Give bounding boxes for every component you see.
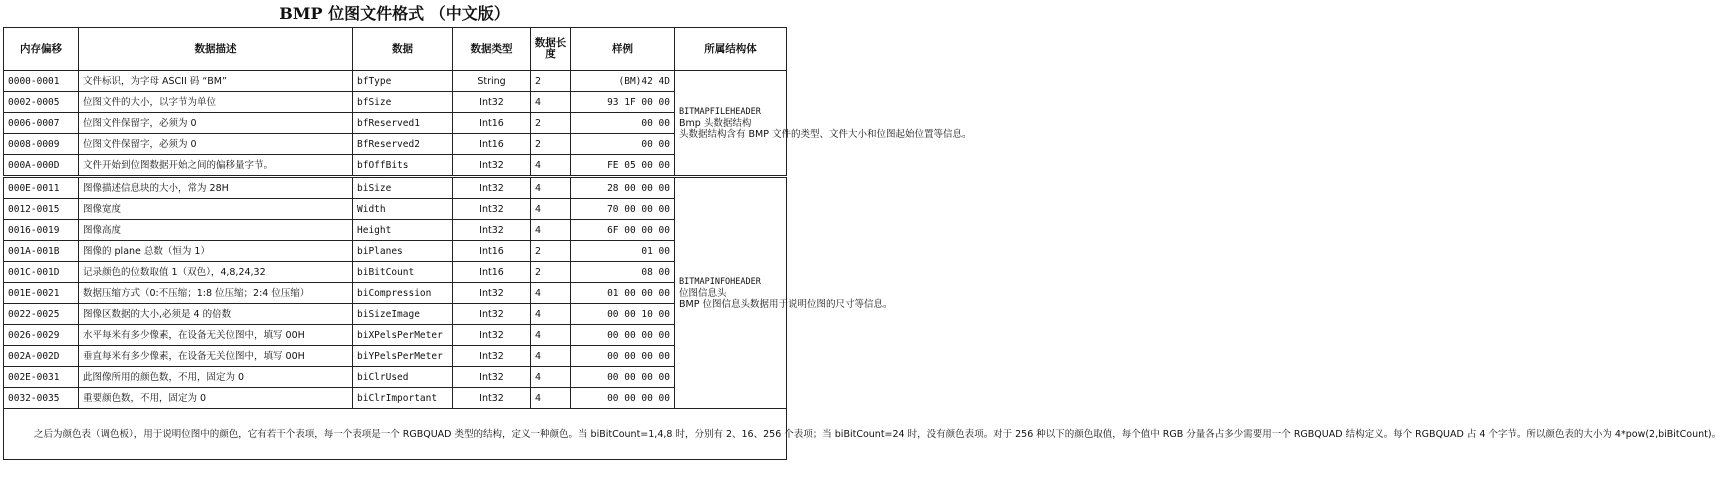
cell-offset: 0008-0009 [4, 134, 79, 155]
cell-desc: 图像高度 [79, 220, 353, 241]
table-row [4, 155, 787, 177]
cell-len: 4 [531, 155, 571, 177]
cell-name: biYPelsPerMeter [353, 346, 453, 367]
cell-name: biSize [353, 177, 453, 199]
cell-name: biSizeImage [353, 304, 453, 325]
header-offset: 内存偏移 [4, 28, 79, 71]
table-row [4, 304, 787, 325]
cell-name: biClrImportant [353, 388, 453, 409]
cell-offset: 000E-0011 [4, 177, 79, 199]
struct-name: BITMAPINFOHEADER [679, 276, 761, 287]
cell-type: Int32 [453, 346, 531, 367]
cell-type: Int32 [453, 283, 531, 304]
color-table-note [4, 409, 1721, 460]
cell-type: Int16 [453, 134, 531, 155]
cell-example: 01 00 00 00 [571, 283, 675, 304]
cell-len: 4 [531, 325, 571, 346]
cell-name: biPlanes [353, 241, 453, 262]
cell-desc: 数据压缩方式（0:不压缩；1:8 位压缩；2:4 位压缩） [79, 283, 353, 304]
cell-type: Int32 [453, 325, 531, 346]
cell-type: Int32 [453, 220, 531, 241]
table-row [4, 262, 787, 283]
cell-offset: 0022-0025 [4, 304, 79, 325]
cell-len: 2 [531, 241, 571, 262]
cell-desc: 此图像所用的颜色数，不用，固定为 0 [79, 367, 353, 388]
table-row [4, 92, 787, 113]
cell-name: Width [353, 199, 453, 220]
table-row [4, 220, 787, 241]
cell-example: 00 00 00 00 [571, 325, 675, 346]
header-struct: 所属结构体 [675, 28, 787, 71]
cell-example: 00 00 [571, 134, 675, 155]
table-row [4, 367, 787, 388]
cell-offset: 0026-0029 [4, 325, 79, 346]
cell-len: 4 [531, 388, 571, 409]
cell-desc: 文件开始到位图数据开始之间的偏移量字节。 [79, 155, 353, 177]
cell-name: BfReserved2 [353, 134, 453, 155]
struct-info-header [675, 177, 893, 409]
cell-name: biBitCount [353, 262, 453, 283]
cell-desc: 文件标识，为字母 ASCII 码 “BM” [79, 71, 353, 92]
cell-name: bfType [353, 71, 453, 92]
cell-desc: 位图文件的大小，以字节为单位 [79, 92, 353, 113]
struct-description: BMP 位图信息头数据用于说明位图的尺寸等信息。 [679, 298, 893, 310]
struct-description: 头数据结构含有 BMP 文件的类型、文件大小和位图起始位置等信息。 [679, 128, 972, 140]
cell-len: 2 [531, 262, 571, 283]
cell-type: Int16 [453, 113, 531, 134]
table-body [4, 71, 1721, 460]
cell-type: Int32 [453, 177, 531, 199]
cell-example: 00 00 10 00 [571, 304, 675, 325]
cell-type: Int32 [453, 304, 531, 325]
table-row [4, 199, 787, 220]
struct-name: BITMAPFILEHEADER [679, 106, 761, 117]
cell-example: 00 00 00 00 [571, 367, 675, 388]
bmp-format-table [3, 27, 1721, 460]
cell-type: Int16 [453, 262, 531, 283]
table-row [4, 113, 787, 134]
cell-type: Int16 [453, 241, 531, 262]
table-row [4, 177, 787, 199]
table-row [4, 71, 787, 92]
cell-example: 00 00 00 00 [571, 346, 675, 367]
cell-example: 70 00 00 00 [571, 199, 675, 220]
cell-len: 4 [531, 283, 571, 304]
cell-example: 28 00 00 00 [571, 177, 675, 199]
cell-name: biXPelsPerMeter [353, 325, 453, 346]
cell-example: 00 00 00 00 [571, 388, 675, 409]
cell-name: bfSize [353, 92, 453, 113]
struct-title: 位图信息头 [679, 287, 727, 299]
cell-type: String [453, 71, 531, 92]
cell-len: 4 [531, 346, 571, 367]
table-row [4, 325, 787, 346]
cell-len: 4 [531, 177, 571, 199]
cell-desc: 位图文件保留字，必须为 0 [79, 113, 353, 134]
cell-type: Int32 [453, 367, 531, 388]
cell-desc: 垂直每米有多少像素，在设备无关位图中，填写 00H [79, 346, 353, 367]
cell-desc: 重要颜色数，不用，固定为 0 [79, 388, 353, 409]
cell-example: 93 1F 00 00 [571, 92, 675, 113]
cell-len: 4 [531, 199, 571, 220]
cell-offset: 0002-0005 [4, 92, 79, 113]
cell-name: bfReserved1 [353, 113, 453, 134]
struct-file-header [675, 71, 972, 177]
cell-offset: 000A-000D [4, 155, 79, 177]
cell-type: Int32 [453, 155, 531, 177]
note-row [4, 409, 787, 460]
cell-len: 4 [531, 304, 571, 325]
cell-desc: 图像的 plane 总数（恒为 1） [79, 241, 353, 262]
cell-example: 6F 00 00 00 [571, 220, 675, 241]
cell-offset: 002E-0031 [4, 367, 79, 388]
cell-len: 4 [531, 367, 571, 388]
cell-offset: 0016-0019 [4, 220, 79, 241]
cell-desc: 图像描述信息块的大小，常为 28H [79, 177, 353, 199]
header-row [4, 28, 787, 71]
cell-example: 01 00 [571, 241, 675, 262]
table-row [4, 283, 787, 304]
cell-type: Int32 [453, 92, 531, 113]
cell-offset: 0032-0035 [4, 388, 79, 409]
header-desc: 数据描述 [79, 28, 353, 71]
cell-example: (BM)42 4D [571, 71, 675, 92]
cell-len: 2 [531, 113, 571, 134]
header-len: 数据长度 [531, 28, 571, 71]
struct-title: Bmp 头数据结构 [679, 117, 752, 129]
cell-name: bfOffBits [353, 155, 453, 177]
cell-type: Int32 [453, 199, 531, 220]
cell-len: 4 [531, 92, 571, 113]
table-row [4, 134, 787, 155]
cell-offset: 001C-001D [4, 262, 79, 283]
document-title: BMP 位图文件格式 （中文版） [279, 4, 510, 23]
table-row [4, 241, 787, 262]
cell-offset: 001A-001B [4, 241, 79, 262]
cell-len: 2 [531, 71, 571, 92]
table-row [4, 346, 787, 367]
cell-offset: 0000-0001 [4, 71, 79, 92]
cell-len: 2 [531, 134, 571, 155]
cell-len: 4 [531, 220, 571, 241]
cell-desc: 位图文件保留字，必须为 0 [79, 134, 353, 155]
cell-offset: 001E-0021 [4, 283, 79, 304]
table-row [4, 388, 787, 409]
cell-desc: 水平每米有多少像素，在设备无关位图中，填写 00H [79, 325, 353, 346]
note-text: 之后为颜色表（调色板），用于说明位图中的颜色，它有若干个表项，每一个表项是一个 RGBQUAD 类型的结构，定义一种颜色。当 biBitCount=1,4,8 时，分别有 2、16、256 个表项；当 biBitCount=24 时，没有颜色表项。对于 256 种以下的颜色取值，每个值中 RGB 分量各占多少需要用一个 RGBQUAD 结构定义。每个 RGBQUAD 占 4 个字节。所以颜色表的大小为 4*pow(2,biBitCount)。 [34, 428, 1721, 440]
cell-offset: 0006-0007 [4, 113, 79, 134]
cell-desc: 图像宽度 [79, 199, 353, 220]
cell-name: Height [353, 220, 453, 241]
cell-name: biClrUsed [353, 367, 453, 388]
cell-type: Int32 [453, 388, 531, 409]
cell-desc: 记录颜色的位数取值 1（双色），4,8,24,32 [79, 262, 353, 283]
cell-offset: 002A-002D [4, 346, 79, 367]
header-example: 样例 [571, 28, 675, 71]
header-type: 数据类型 [453, 28, 531, 71]
cell-example: 00 00 [571, 113, 675, 134]
cell-name: biCompression [353, 283, 453, 304]
header-name: 数据 [353, 28, 453, 71]
cell-desc: 图像区数据的大小,必须是 4 的倍数 [79, 304, 353, 325]
cell-example: FE 05 00 00 [571, 155, 675, 177]
cell-example: 08 00 [571, 262, 675, 283]
cell-offset: 0012-0015 [4, 199, 79, 220]
